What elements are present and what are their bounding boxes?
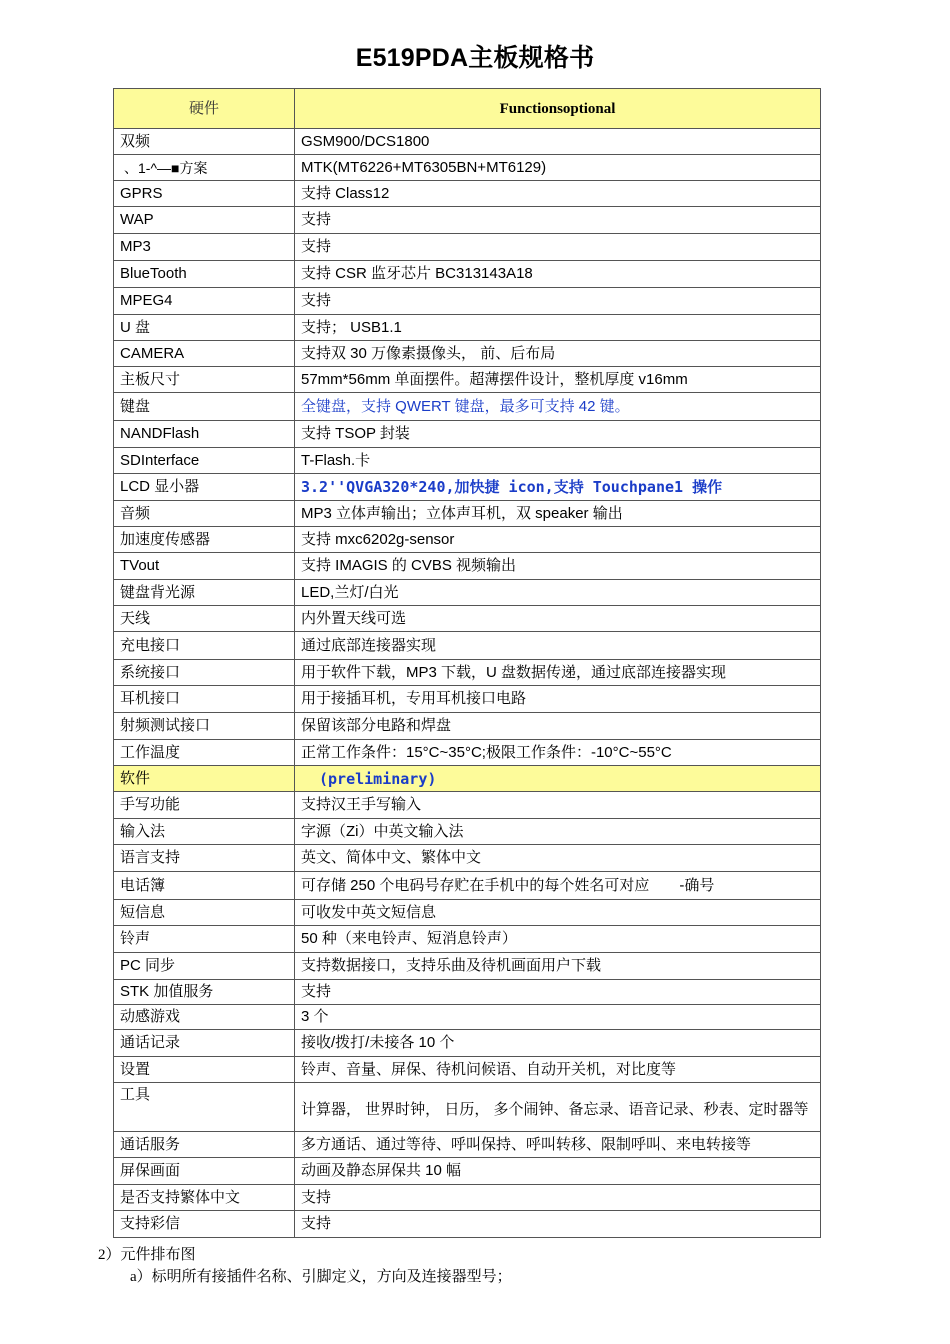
row-value: 支持 CSR 监牙芯片 BC313143A18 bbox=[295, 261, 821, 288]
row-label: NANDFlash bbox=[114, 421, 295, 448]
row-value: MP3 立体声输出；立体声耳机，双 speaker 输出 bbox=[295, 501, 821, 527]
row-label: LCD 显小器 bbox=[114, 474, 295, 501]
section-heading: 2）元件排布图 bbox=[98, 1247, 196, 1263]
table-row bbox=[114, 792, 821, 819]
row-value: 3.2''QVGA320*240,加快捷 icon,支持 Touchpane1 操作 bbox=[295, 474, 821, 501]
row-value: 支持 bbox=[295, 234, 821, 261]
table-row bbox=[114, 527, 821, 553]
table-row bbox=[114, 980, 821, 1005]
table-row bbox=[114, 367, 821, 393]
table-row bbox=[114, 1083, 821, 1132]
row-value: 支持双 30 万像素摄像头， 前、后布局 bbox=[295, 341, 821, 367]
row-label: 主板尺寸 bbox=[114, 367, 295, 393]
row-label: PC 同步 bbox=[114, 953, 295, 980]
row-label: 设置 bbox=[114, 1057, 295, 1083]
row-value: 计算器， 世界时钟， 日历， 多个闹钟、备忘录、语音记录、秒表、定时器等 bbox=[295, 1083, 821, 1132]
table-row bbox=[114, 341, 821, 367]
header-functions: Functionsoptional bbox=[295, 89, 821, 129]
table-row bbox=[114, 713, 821, 740]
row-label: 系统接口 bbox=[114, 660, 295, 686]
row-label: MPEG4 bbox=[114, 288, 295, 315]
row-label: 加速度传感器 bbox=[114, 527, 295, 553]
table-row bbox=[114, 872, 821, 900]
header-preliminary: (preliminary) bbox=[295, 766, 821, 792]
table-header-row bbox=[114, 89, 821, 129]
table-row bbox=[114, 553, 821, 580]
table-row bbox=[114, 926, 821, 953]
table-row bbox=[114, 1005, 821, 1030]
row-value: 支持 bbox=[295, 288, 821, 315]
row-value: 内外置天线可选 bbox=[295, 606, 821, 632]
table-row bbox=[114, 580, 821, 606]
row-label: 手写功能 bbox=[114, 792, 295, 819]
row-label: 工作温度 bbox=[114, 740, 295, 766]
table-row bbox=[114, 207, 821, 234]
row-value: 50 种（来电铃声、短消息铃声） bbox=[295, 926, 821, 953]
row-label: 是否支持繁体中文 bbox=[114, 1185, 295, 1211]
row-label: 输入法 bbox=[114, 819, 295, 845]
row-label: CAMERA bbox=[114, 341, 295, 367]
row-value: 字源（Zi）中英文输入法 bbox=[295, 819, 821, 845]
row-label: 动感游戏 bbox=[114, 1005, 295, 1030]
row-value: 支持 IMAGIS 的 CVBS 视频输出 bbox=[295, 553, 821, 580]
row-label: 键盘 bbox=[114, 393, 295, 421]
row-value: 英文、简体中文、繁体中文 bbox=[295, 845, 821, 872]
row-label: 射频测试接口 bbox=[114, 713, 295, 740]
row-label: 音频 bbox=[114, 501, 295, 527]
table-row bbox=[114, 632, 821, 660]
row-label: TVout bbox=[114, 553, 295, 580]
row-label: GPRS bbox=[114, 181, 295, 207]
row-label: 耳机接口 bbox=[114, 686, 295, 713]
table-row bbox=[114, 1158, 821, 1185]
table-row bbox=[114, 1057, 821, 1083]
row-label: 天线 bbox=[114, 606, 295, 632]
row-label: MP3 bbox=[114, 234, 295, 261]
table-row bbox=[114, 1211, 821, 1238]
row-value: 支持； USB1.1 bbox=[295, 315, 821, 341]
row-value: 支持数据接口，支持乐曲及待机画面用户下载 bbox=[295, 953, 821, 980]
table-row bbox=[114, 155, 821, 181]
row-value: 铃声、音量、屏保、待机问候语、自动开关机，对比度等 bbox=[295, 1057, 821, 1083]
table-row bbox=[114, 261, 821, 288]
row-value: 支持 Class12 bbox=[295, 181, 821, 207]
row-label: 支持彩信 bbox=[114, 1211, 295, 1238]
table-row bbox=[114, 393, 821, 421]
table-row bbox=[114, 448, 821, 474]
table-row bbox=[114, 953, 821, 980]
row-value: LED,兰灯/白光 bbox=[295, 580, 821, 606]
table-row bbox=[114, 686, 821, 713]
row-label: 电话簿 bbox=[114, 872, 295, 900]
row-value: 用于软件下载，MP3 下载，U 盘数据传递，通过底部连接器实现 bbox=[295, 660, 821, 686]
row-label: 通话记录 bbox=[114, 1030, 295, 1057]
row-value: 57mm*56mm 单面摆件。超薄摆件设计，整机厚度 v16mm bbox=[295, 367, 821, 393]
row-label: 双频 bbox=[114, 129, 295, 155]
row-label: U 盘 bbox=[114, 315, 295, 341]
row-label: BlueTooth bbox=[114, 261, 295, 288]
table-row bbox=[114, 740, 821, 766]
table-row bbox=[114, 421, 821, 448]
row-value: 接收/拨打/未接各 10 个 bbox=[295, 1030, 821, 1057]
software-header-row bbox=[114, 766, 821, 792]
table-row bbox=[114, 606, 821, 632]
row-value: 可存储 250 个电码号存贮在手机中的每个姓名可对应 -确号 bbox=[295, 872, 821, 900]
row-label-text: 、1-^—■方案 bbox=[124, 159, 208, 176]
row-label: 充电接口 bbox=[114, 632, 295, 660]
row-label bbox=[114, 155, 295, 181]
table-row bbox=[114, 501, 821, 527]
table-row bbox=[114, 1185, 821, 1211]
section-note: a）标明所有接插件名称、引脚定义，方向及连接器型号； bbox=[130, 1269, 512, 1285]
row-value: 支持 mxc6202g-sensor bbox=[295, 527, 821, 553]
table-row bbox=[114, 1132, 821, 1158]
table-row bbox=[114, 129, 821, 155]
row-value: GSM900/DCS1800 bbox=[295, 129, 821, 155]
row-value: T-Flash.卡 bbox=[295, 448, 821, 474]
row-value: 支持 bbox=[295, 207, 821, 234]
row-label: 铃声 bbox=[114, 926, 295, 953]
table-row bbox=[114, 315, 821, 341]
row-value: 3 个 bbox=[295, 1005, 821, 1030]
row-label: 语言支持 bbox=[114, 845, 295, 872]
row-label: 通话服务 bbox=[114, 1132, 295, 1158]
row-value: 动画及静态屏保共 10 幅 bbox=[295, 1158, 821, 1185]
row-label: 短信息 bbox=[114, 900, 295, 926]
table-row bbox=[114, 288, 821, 315]
row-value: 正常工作条件：15°C~35°C;极限工作条件：-10°C~55°C bbox=[295, 740, 821, 766]
table-row bbox=[114, 900, 821, 926]
row-value: 全键盘，支持 QWERT 键盘，最多可支持 42 键。 bbox=[295, 393, 821, 421]
table-row bbox=[114, 845, 821, 872]
document-title: E519PDA主板规格书 bbox=[355, 44, 595, 72]
row-value: 支持 bbox=[295, 1185, 821, 1211]
row-value: 支持汉王手写输入 bbox=[295, 792, 821, 819]
header-software: 软件 bbox=[114, 766, 295, 792]
table-row bbox=[114, 234, 821, 261]
row-value: 多方通话、通过等待、呼叫保持、呼叫转移、限制呼叫、来电转接等 bbox=[295, 1132, 821, 1158]
row-value: MTK(MT6226+MT6305BN+MT6129) bbox=[295, 155, 821, 181]
table-row bbox=[114, 819, 821, 845]
row-value: 支持 bbox=[295, 980, 821, 1005]
row-value: 可收发中英文短信息 bbox=[295, 900, 821, 926]
table-row bbox=[114, 1030, 821, 1057]
row-value: 支持 TSOP 封装 bbox=[295, 421, 821, 448]
spec-table bbox=[113, 88, 821, 1238]
row-value: 用于接插耳机，专用耳机接口电路 bbox=[295, 686, 821, 713]
row-label: 屏保画面 bbox=[114, 1158, 295, 1185]
row-label: WAP bbox=[114, 207, 295, 234]
table-row bbox=[114, 474, 821, 501]
row-value: 保留该部分电路和焊盘 bbox=[295, 713, 821, 740]
row-label: SDInterface bbox=[114, 448, 295, 474]
header-hardware: 硬件 bbox=[114, 89, 295, 129]
row-label: 键盘背光源 bbox=[114, 580, 295, 606]
row-value: 通过底部连接器实现 bbox=[295, 632, 821, 660]
row-value: 支持 bbox=[295, 1211, 821, 1238]
row-label: 工具 bbox=[114, 1083, 295, 1132]
table-row bbox=[114, 660, 821, 686]
table-row bbox=[114, 181, 821, 207]
row-label: STK 加值服务 bbox=[114, 980, 295, 1005]
